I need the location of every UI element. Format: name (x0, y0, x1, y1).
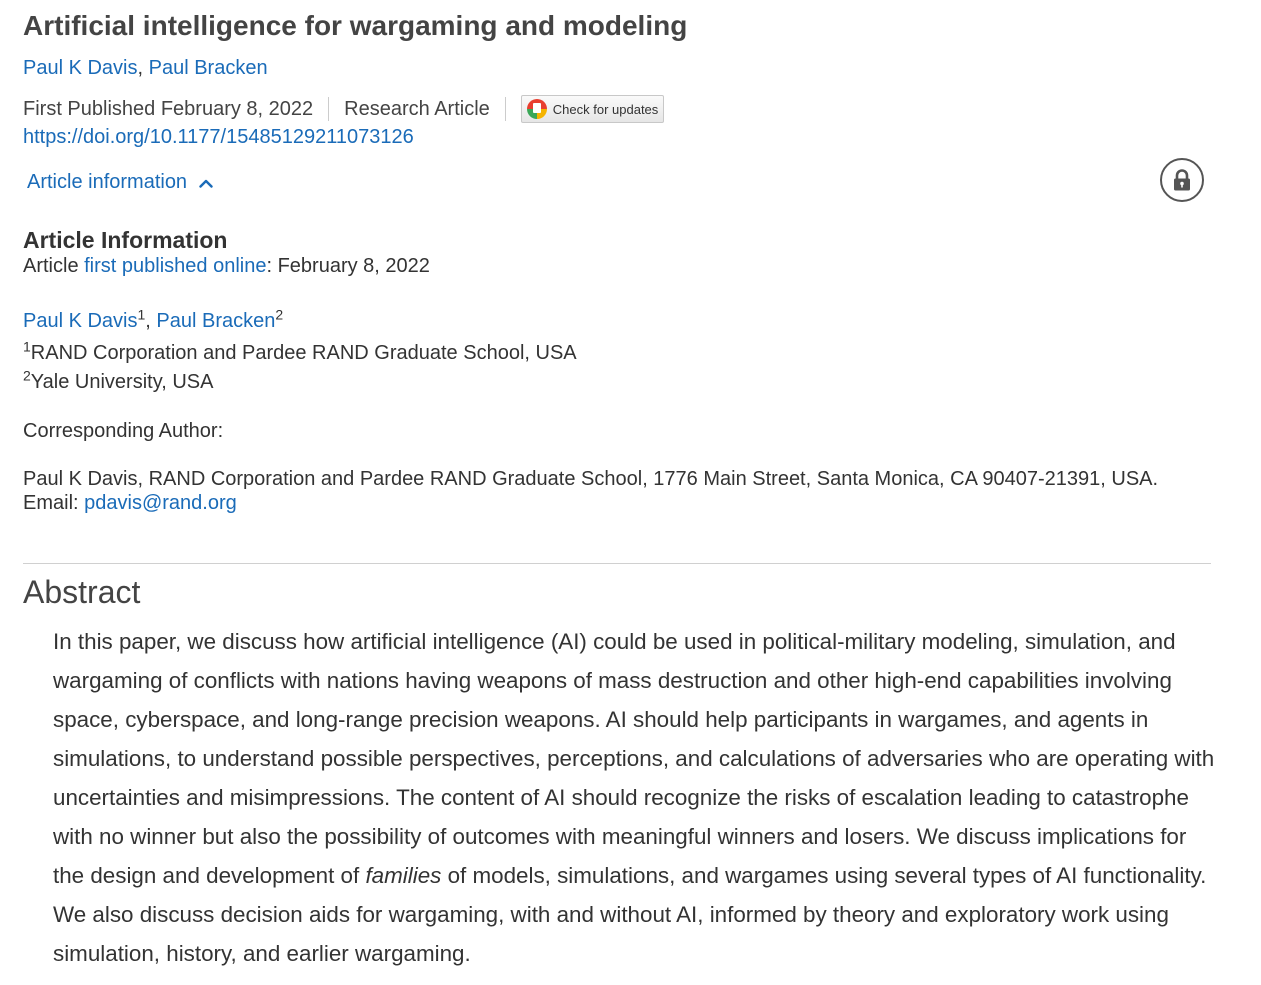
first-published-online-link[interactable]: first published online (84, 255, 267, 277)
author-link-bracken[interactable]: Paul Bracken (148, 57, 268, 79)
author-sup: 1 (137, 306, 146, 323)
article-type: Research Article (344, 97, 490, 120)
check-updates-label: Check for updates (552, 101, 659, 117)
email-link[interactable]: pdavis@rand.org (84, 492, 237, 514)
doi-link[interactable]: https://doi.org/10.1177/15485129211073126 (23, 126, 414, 148)
corresponding-author-details (23, 467, 1203, 515)
affiliated-author-davis[interactable]: Paul K Davis (23, 310, 138, 332)
abstract-text-part-1: In this paper, we discuss how artificial intelligence (AI) could be used in political-military modeling, simulation, and wargaming of conflicts with nations having weapons of mass destruction and other high-end capabilities involving space, cyberspace, and long-range precision weapons. AI should help participants in wargames, and agents in simulations, to understand possible perspectives, perceptions, and calculations of adversaries who are operating with uncertainties and misimpressions. The content of AI should recognize the risks of escalation leading to catastrophe with no winner but also the possibility of outcomes with meaningful winners and losers. We discuss implications for the design and development of (53, 629, 1215, 888)
access-lock-button[interactable] (1160, 158, 1204, 202)
author-link-davis[interactable]: Paul K Davis (23, 57, 138, 79)
affiliation-text: RAND Corporation and Pardee RAND Graduate School, USA (30, 342, 577, 364)
corresponding-author-address: Paul K Davis, RAND Corporation and Pardee RAND Graduate School, 1776 Main Street, Santa Monica, CA 90407-21391, USA. Email: (23, 468, 1159, 514)
published-date: First Published February 8, 2022 (23, 97, 314, 120)
affiliation-1 (23, 338, 577, 365)
article-title: Artificial intelligence for wargaming and modeling (23, 10, 688, 41)
affiliated-author-bracken[interactable]: Paul Bracken (156, 310, 276, 332)
meta-divider (505, 97, 506, 121)
meta-divider (328, 97, 329, 121)
section-divider (23, 563, 1211, 564)
author-separator: , (145, 310, 157, 332)
affiliation-text: Yale University, USA (30, 371, 214, 393)
abstract-text-part-2: of models, simulations, and wargames using several types of AI functionality. We also discuss decision aids for wargaming, with and without AI, informed by theory and exploratory work using simulation, history, and earlier wargaming. (53, 863, 1207, 966)
affiliated-authors (23, 306, 284, 333)
lock-icon (1171, 168, 1193, 192)
abstract-text (53, 622, 1223, 973)
published-suffix: : February 8, 2022 (266, 255, 430, 277)
chevron-up-icon (199, 178, 213, 188)
author-sup: 2 (275, 306, 284, 323)
author-list (23, 57, 268, 80)
published-prefix: Article (23, 255, 85, 277)
corresponding-author-label: Corresponding Author: (23, 420, 224, 442)
article-information-heading: Article Information (23, 227, 228, 253)
first-published-line (23, 255, 430, 278)
affiliation-sup: 1 (23, 338, 31, 355)
article-meta (23, 94, 664, 124)
affiliation-sup: 2 (23, 367, 31, 384)
affiliation-2 (23, 367, 214, 394)
crossmark-icon (527, 99, 547, 119)
abstract-heading: Abstract (23, 574, 141, 610)
author-separator: , (137, 57, 149, 79)
check-updates-button[interactable] (521, 95, 665, 123)
article-information-toggle[interactable] (27, 171, 213, 194)
article-information-toggle-label: Article information (27, 171, 188, 193)
abstract-emphasis: families (365, 863, 442, 888)
